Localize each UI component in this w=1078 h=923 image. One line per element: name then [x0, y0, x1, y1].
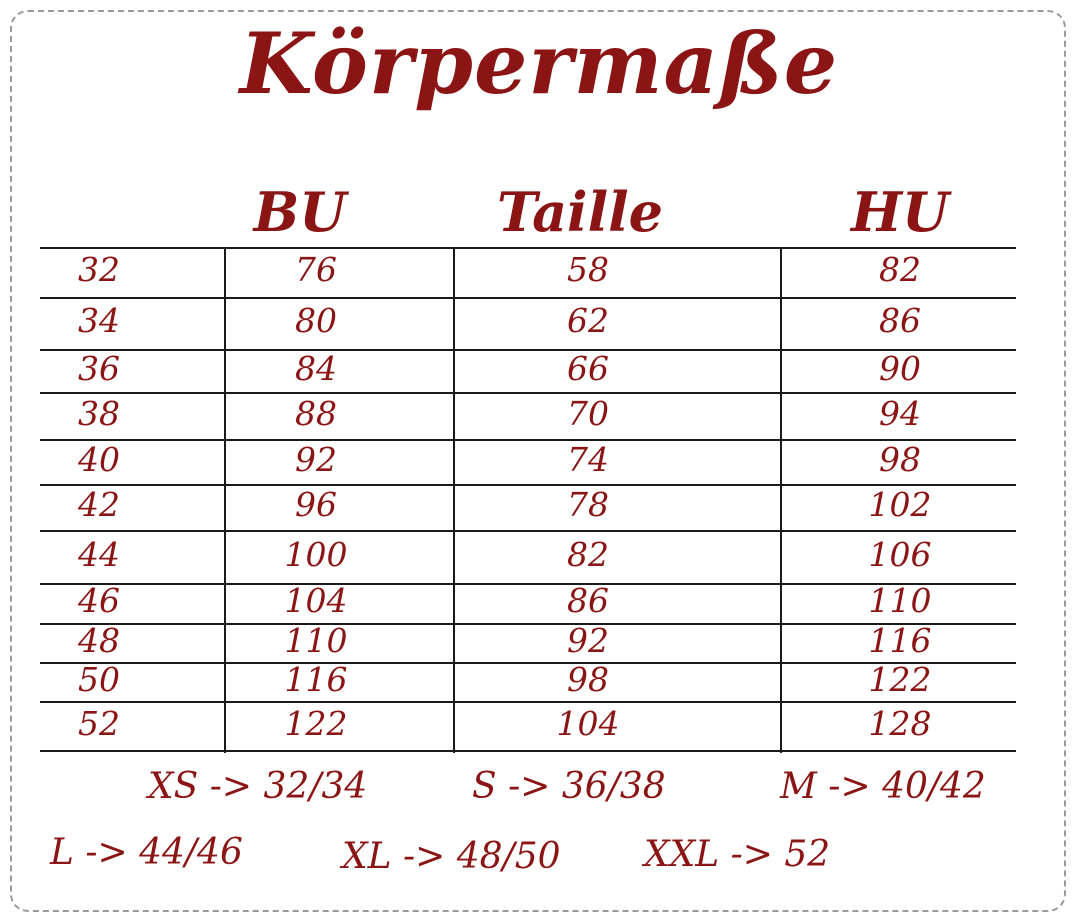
legend-l: L -> 44/46 [50, 832, 243, 873]
size-cell: 48 [78, 620, 120, 660]
taille-cell: 104 [556, 703, 620, 743]
size-cell: 46 [78, 581, 120, 620]
table-column-divider [453, 247, 455, 753]
table-column-divider [224, 247, 226, 753]
bu-cell: 88 [295, 393, 337, 433]
hu-cell: 86 [879, 301, 921, 340]
bu-cell: 110 [284, 620, 348, 660]
table-row-divider [40, 247, 1016, 249]
taille-cell: 70 [567, 393, 609, 433]
taille-cell: 74 [567, 439, 609, 479]
column-header-bu: BU [253, 180, 347, 244]
hu-cell: 116 [868, 620, 932, 660]
legend-m: M -> 40/42 [780, 766, 986, 807]
bu-cell: 96 [295, 485, 337, 524]
hu-cell: 102 [868, 485, 932, 524]
taille-cell: 78 [567, 485, 609, 524]
column-header-taille: Taille [497, 180, 663, 244]
taille-cell: 82 [567, 534, 609, 574]
table-row-divider [40, 530, 1016, 532]
taille-cell: 66 [567, 348, 609, 388]
table-row-divider [40, 750, 1016, 752]
bu-cell: 92 [295, 439, 337, 479]
table-column-divider [780, 247, 782, 753]
hu-cell: 98 [879, 439, 921, 479]
bu-cell: 76 [295, 250, 337, 289]
size-cell: 40 [78, 439, 120, 479]
size-cell: 38 [78, 393, 120, 433]
size-cell: 36 [78, 348, 120, 388]
taille-cell: 58 [567, 250, 609, 289]
hu-cell: 122 [868, 659, 932, 699]
legend-s: S -> 36/38 [472, 766, 666, 807]
size-cell: 52 [78, 703, 120, 743]
size-cell: 34 [78, 301, 120, 340]
size-cell: 44 [78, 534, 120, 574]
hu-cell: 110 [868, 581, 932, 620]
hu-cell: 128 [868, 703, 932, 743]
taille-cell: 98 [567, 659, 609, 699]
bu-cell: 122 [284, 703, 348, 743]
legend-xxl: XXL -> 52 [644, 834, 831, 875]
hu-cell: 90 [879, 348, 921, 388]
bu-cell: 100 [284, 534, 348, 574]
table-row-divider [40, 297, 1016, 299]
bu-cell: 84 [295, 348, 337, 388]
legend-xl: XL -> 48/50 [342, 836, 561, 877]
taille-cell: 92 [567, 620, 609, 660]
bu-cell: 116 [284, 659, 348, 699]
bu-cell: 80 [295, 301, 337, 340]
bu-cell: 104 [284, 581, 348, 620]
hu-cell: 82 [879, 250, 921, 289]
page-title: Körpermaße [239, 14, 839, 113]
hu-cell: 94 [879, 393, 921, 433]
size-cell: 42 [78, 485, 120, 524]
legend-xs: XS -> 32/34 [148, 766, 368, 807]
taille-cell: 86 [567, 581, 609, 620]
size-cell: 50 [78, 659, 120, 699]
hu-cell: 106 [868, 534, 932, 574]
column-header-hu: HU [850, 180, 950, 244]
size-cell: 32 [78, 250, 120, 289]
taille-cell: 62 [567, 301, 609, 340]
